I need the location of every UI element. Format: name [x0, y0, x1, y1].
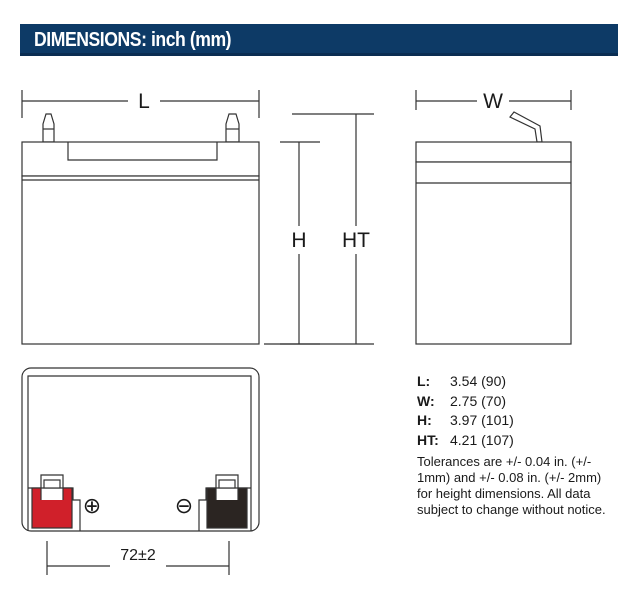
spec-value: 3.97 (101) — [450, 412, 514, 428]
positive-symbol-icon: ⊕ — [82, 493, 102, 518]
spec-row-length — [417, 372, 612, 392]
tolerance-note: Tolerances are +/- 0.04 in. (+/- 1mm) and +/- 0.08 in. (+/- 2mm) for height dimensions. All data subject to change without notice. — [417, 454, 606, 517]
battery-body — [22, 176, 259, 344]
spec-key: W: — [417, 392, 435, 409]
spec-row-total-height — [417, 431, 612, 451]
height-label: H — [291, 229, 307, 252]
negative-symbol-icon: ⊖ — [174, 493, 194, 518]
terminal-left — [43, 114, 54, 142]
spec-key: L: — [417, 373, 431, 389]
battery-lid — [22, 142, 259, 176]
end-view-body — [416, 162, 571, 344]
page-title: DIMENSIONS: inch (mm) — [34, 29, 232, 51]
spec-value: 2.75 (70) — [450, 392, 507, 409]
total-height-label: HT — [342, 229, 370, 252]
end-terminal-tab — [510, 112, 542, 142]
side-view — [22, 90, 374, 344]
spec-block — [417, 372, 612, 518]
spec-value: 3.54 (90) — [450, 373, 507, 389]
length-label: L — [138, 90, 150, 113]
end-view — [416, 90, 571, 344]
width-label: W — [483, 90, 503, 113]
spec-key: HT: — [417, 431, 439, 448]
spec-key: H: — [417, 412, 432, 428]
spec-row-width — [417, 392, 612, 412]
spec-value: 4.21 (107) — [450, 431, 514, 448]
end-view-lid — [416, 142, 571, 162]
top-view — [22, 368, 259, 575]
terminal-spacing-label: 72±2 — [120, 547, 156, 564]
terminal-right — [226, 114, 239, 142]
spec-row-height — [417, 411, 612, 431]
